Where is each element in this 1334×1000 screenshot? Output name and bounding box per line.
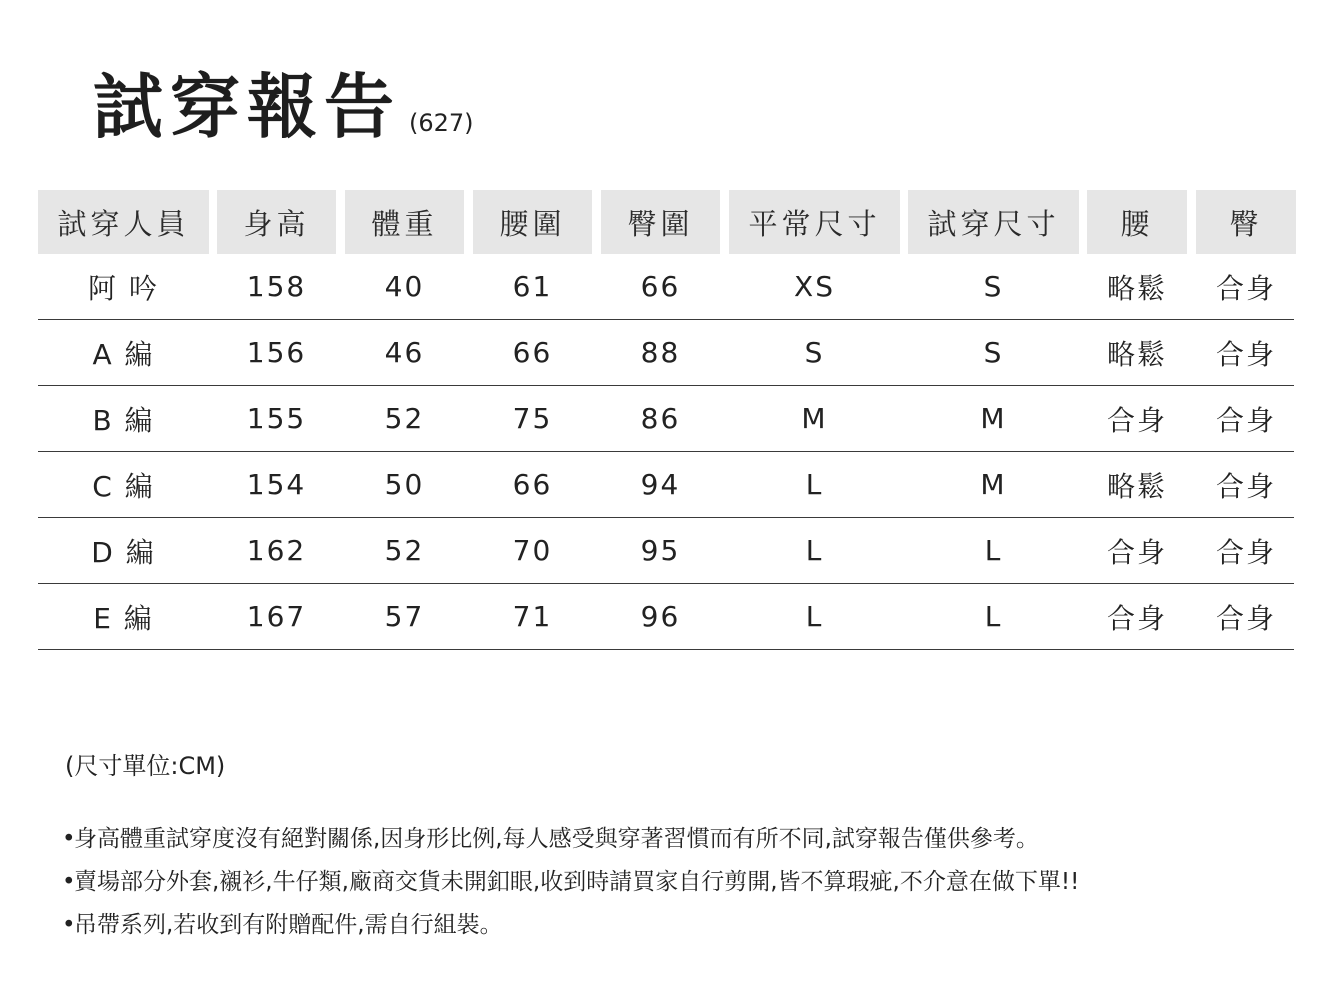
cell-hip: 66 — [640, 270, 681, 303]
cell-waist-fit: 略鬆 — [1106, 337, 1167, 371]
cell-usual-size: S — [804, 336, 825, 369]
cell-usual-size: XS — [794, 270, 835, 303]
bullet-icon: • — [62, 826, 76, 852]
cell-weight: 52 — [384, 402, 425, 435]
note-item — [62, 861, 1079, 904]
cell-hip: 96 — [640, 600, 681, 633]
bullet-icon: • — [62, 912, 76, 938]
header-height: 身高 — [217, 190, 336, 254]
header-waist: 腰圍 — [473, 190, 592, 254]
cell-height: 156 — [246, 336, 307, 369]
cell-waist: 71 — [512, 600, 553, 633]
page-title: 試穿報告 — [93, 66, 401, 148]
cell-weight: 52 — [384, 534, 425, 567]
cell-waist: 66 — [512, 468, 553, 501]
cell-tester: E 編 — [93, 601, 154, 635]
cell-waist-fit: 略鬆 — [1106, 271, 1167, 305]
cell-waist-fit: 合身 — [1106, 403, 1167, 437]
cell-usual-size: L — [805, 534, 824, 567]
note-text: 吊帶系列,若收到有附贈配件,需自行組裝。 — [74, 912, 503, 938]
note-item — [62, 904, 1079, 947]
header-waist-fit: 腰 — [1087, 190, 1187, 254]
cell-height: 154 — [246, 468, 307, 501]
cell-tester: D 編 — [91, 535, 156, 569]
cell-hip: 94 — [640, 468, 681, 501]
cell-tester: C 編 — [92, 469, 155, 503]
cell-height: 155 — [246, 402, 307, 435]
cell-waist-fit: 合身 — [1106, 601, 1167, 635]
cell-tester: A 編 — [92, 337, 155, 371]
cell-waist-fit: 合身 — [1106, 535, 1167, 569]
cell-tried-size: L — [984, 534, 1003, 567]
cell-height: 158 — [246, 270, 307, 303]
header-tester: 試穿人員 — [38, 190, 209, 254]
table-row — [38, 518, 1294, 584]
header-usual-size: 平常尺寸 — [729, 190, 900, 254]
cell-height: 162 — [246, 534, 307, 567]
note-item — [62, 818, 1079, 861]
cell-hip: 88 — [640, 336, 681, 369]
cell-weight: 40 — [384, 270, 425, 303]
cell-tester: B 編 — [92, 403, 155, 437]
table-row — [38, 254, 1294, 320]
cell-hip-fit: 合身 — [1215, 403, 1276, 437]
cell-hip-fit: 合身 — [1215, 535, 1276, 569]
table-row — [38, 320, 1294, 386]
cell-weight: 57 — [384, 600, 425, 633]
cell-tester: 阿 吟 — [88, 271, 159, 305]
notes-list — [62, 818, 1079, 947]
title-block — [93, 66, 474, 148]
cell-height: 167 — [246, 600, 307, 633]
table-row — [38, 584, 1294, 650]
header-hip-fit: 臀 — [1196, 190, 1296, 254]
table-row — [38, 452, 1294, 518]
unit-note: (尺寸單位:CM) — [65, 752, 226, 780]
cell-hip-fit: 合身 — [1215, 601, 1276, 635]
cell-hip: 86 — [640, 402, 681, 435]
cell-tried-size: L — [984, 600, 1003, 633]
header-hip: 臀圍 — [601, 190, 720, 254]
cell-waist: 66 — [512, 336, 553, 369]
cell-waist-fit: 略鬆 — [1106, 469, 1167, 503]
cell-hip-fit: 合身 — [1215, 271, 1276, 305]
cell-usual-size: L — [805, 600, 824, 633]
cell-usual-size: L — [805, 468, 824, 501]
cell-tried-size: S — [983, 270, 1004, 303]
cell-waist: 61 — [512, 270, 553, 303]
cell-tried-size: M — [980, 468, 1007, 501]
table-header-row — [38, 190, 1296, 254]
table-row — [38, 386, 1294, 452]
fit-report-table — [38, 190, 1296, 650]
note-text: 賣場部分外套,襯衫,牛仔類,廠商交貨未開釦眼,收到時請買家自行剪開,皆不算瑕疵,不介意在做下單!! — [74, 869, 1080, 895]
cell-usual-size: M — [801, 402, 828, 435]
cell-waist: 75 — [512, 402, 553, 435]
cell-hip-fit: 合身 — [1215, 337, 1276, 371]
cell-waist: 70 — [512, 534, 553, 567]
note-text: 身高體重試穿度沒有絕對關係,因身形比例,每人感受與穿著習慣而有所不同,試穿報告僅供參考。 — [74, 826, 1039, 852]
header-weight: 體重 — [345, 190, 464, 254]
bullet-icon: • — [62, 869, 76, 895]
cell-tried-size: M — [980, 402, 1007, 435]
cell-tried-size: S — [983, 336, 1004, 369]
report-count: (627) — [409, 109, 474, 137]
header-tried-size: 試穿尺寸 — [908, 190, 1079, 254]
cell-weight: 46 — [384, 336, 425, 369]
cell-hip-fit: 合身 — [1215, 469, 1276, 503]
cell-weight: 50 — [384, 468, 425, 501]
cell-hip: 95 — [640, 534, 681, 567]
